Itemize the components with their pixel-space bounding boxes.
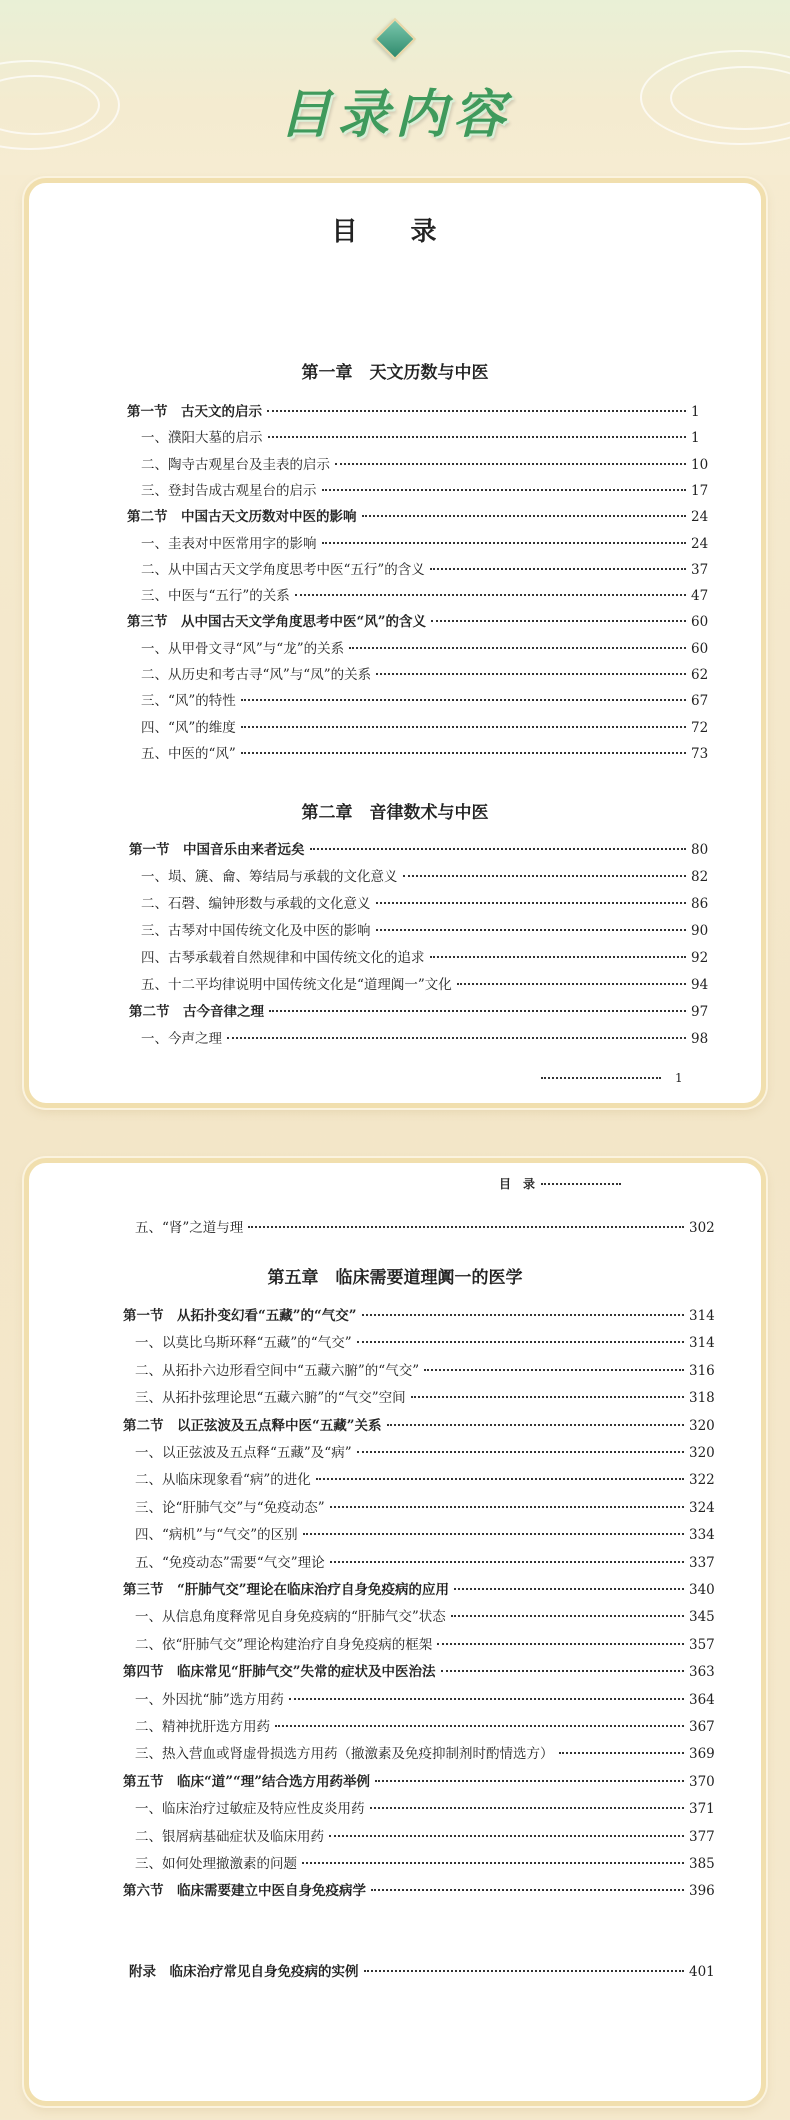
toc-entry-label: 第二节 古今音律之理 [129, 1004, 264, 1020]
toc-section-entry[interactable] [123, 1581, 717, 1601]
toc-entry-label: 三、中医与“五行”的关系 [141, 588, 290, 605]
toc-page-number: 24 [691, 535, 709, 552]
leader-dots [457, 983, 686, 985]
toc-entry-label: 四、“病机”与“气交”的区别 [135, 1527, 298, 1544]
leader-dots [248, 1226, 684, 1228]
toc-entry-label: 三、从拓扑弦理论思“五藏六腑”的“气交”空间 [135, 1390, 406, 1407]
toc-section-entry[interactable] [123, 1663, 717, 1683]
leader-dots [375, 1780, 684, 1782]
toc-item-entry[interactable] [141, 895, 719, 915]
toc-entry-label: 三、登封告成古观星台的启示 [141, 482, 317, 499]
toc-entry-label: 一、临床治疗过敏症及特应性皮炎用药 [135, 1801, 365, 1818]
toc-entry-label: 第六节 临床需要建立中医自身免疫病学 [123, 1883, 366, 1900]
toc-item-entry[interactable] [135, 1554, 717, 1574]
toc-entry-label: 第一节 古天文的启示 [127, 404, 262, 420]
toc-page-number: 10 [691, 456, 709, 473]
toc-entry-label: 一、濮阳大墓的启示 [141, 430, 263, 447]
leader-dots [335, 463, 686, 465]
toc-item-entry[interactable] [135, 1362, 717, 1382]
toc-entry-label: 三、如何处理撤激素的问题 [135, 1856, 297, 1872]
toc-item-entry[interactable] [141, 868, 719, 888]
toc-page-number: 337 [689, 1554, 715, 1571]
page-footer [541, 1071, 683, 1085]
leader-dots [430, 956, 687, 958]
toc-entry-label: 三、论“肝肺气交”与“免疫动态” [135, 1499, 325, 1516]
toc-item-entry[interactable] [141, 456, 719, 476]
toc-page-number: 334 [689, 1527, 715, 1544]
toc-item-entry[interactable] [141, 561, 719, 581]
toc-entry-label: 第二节 中国古天文历数对中医的影响 [127, 509, 357, 526]
leader-dots [431, 620, 686, 622]
toc-page-number: 324 [689, 1499, 715, 1516]
toc-item-entry[interactable] [135, 1219, 717, 1239]
leader-dots [376, 673, 686, 675]
toc-section-entry[interactable] [127, 508, 719, 528]
leader-dots [330, 1561, 684, 1563]
toc-page-number: 371 [689, 1801, 715, 1818]
leader-dots [387, 1424, 684, 1426]
chapter-title: 第一章 天文历数与中医 [301, 363, 489, 383]
toc-page-number: 340 [689, 1582, 715, 1598]
toc-item-entry[interactable] [135, 1800, 717, 1820]
toc-page-number: 318 [689, 1390, 715, 1407]
leader-dots [559, 1752, 685, 1754]
toc-page-number: 320 [689, 1445, 715, 1461]
toc-page-number: 345 [689, 1609, 715, 1626]
toc-page-number: 67 [691, 693, 709, 710]
leader-dots [376, 902, 687, 904]
toc-item-entry[interactable] [135, 1745, 717, 1765]
running-head [499, 1175, 621, 1192]
toc-entry-label: 第三节 从中国古天文学角度思考中医“风”的含义 [127, 614, 427, 631]
leader-dots [241, 699, 686, 701]
toc-page-number: 98 [691, 1031, 709, 1047]
leader-dots [454, 1588, 684, 1590]
toc-page-number: 60 [691, 614, 709, 631]
leader-dots [302, 1862, 684, 1864]
toc-section-entry[interactable] [123, 1773, 717, 1793]
toc-page-number: 47 [691, 588, 709, 605]
toc-page-number: 322 [689, 1472, 715, 1489]
toc-entry-label: 三、古琴对中国传统文化及中医的影响 [141, 923, 371, 939]
toc-entry-label: 二、陶寺古观星台及圭表的启示 [141, 456, 330, 473]
toc-entry-label: 一、外因扰“肺”选方用药 [135, 1691, 284, 1708]
toc-page-1 [24, 178, 766, 1108]
toc-item-entry[interactable] [141, 745, 719, 765]
running-head-dots [541, 1183, 621, 1185]
toc-entry-label: 一、以莫比乌斯环释“五藏”的“气交” [135, 1335, 352, 1352]
leader-dots [322, 489, 687, 491]
toc-entry-label: 五、“免疫动态”需要“气交”理论 [135, 1554, 325, 1571]
leader-dots [322, 542, 687, 544]
toc-section-entry[interactable] [127, 403, 719, 423]
leader-dots [349, 647, 686, 649]
toc-page-2 [24, 1158, 766, 2106]
leader-dots [357, 1451, 684, 1453]
toc-page-number: 363 [689, 1664, 715, 1681]
toc-item-entry[interactable] [141, 1030, 719, 1050]
toc-entry-label: 四、“风”的维度 [141, 719, 236, 736]
toc-heading: 目 录 [331, 217, 459, 247]
leader-dots [376, 929, 687, 931]
toc-entry-label: 第五节 临床“道”“理”结合选方用药举例 [123, 1773, 371, 1790]
toc-page-number: 369 [689, 1746, 715, 1763]
toc-page-number: 1 [691, 430, 700, 447]
toc-page-number: 17 [691, 482, 709, 499]
toc-page-number: 60 [691, 640, 709, 657]
toc-item-entry[interactable] [135, 1334, 717, 1354]
running-head-label: 目 录 [499, 1177, 536, 1191]
toc-page-number: 364 [689, 1691, 715, 1708]
toc-entry-label: 一、以正弦波及五点释“五藏”及“病” [135, 1445, 352, 1461]
toc-page-number: 1 [691, 404, 700, 420]
toc-entry-label: 二、从历史和考古寻“风”与“凤”的关系 [141, 667, 372, 683]
toc-entry-label: 五、“肾”之道与理 [135, 1220, 244, 1236]
leader-dots [362, 1314, 684, 1316]
leader-dots [241, 726, 686, 728]
toc-entry-label: 二、依“肝肺气交”理论构建治疗自身免疫病的框架 [135, 1636, 433, 1653]
toc-section-entry[interactable] [129, 1963, 717, 1983]
toc-page-number: 90 [691, 923, 709, 939]
toc-item-entry[interactable] [141, 429, 719, 449]
chapter-title: 第五章 临床需要道理阗一的医学 [267, 1268, 523, 1288]
toc-page-number: 314 [689, 1335, 715, 1352]
toc-entry-label: 二、银屑病基础症状及临床用药 [135, 1828, 324, 1845]
leader-dots [403, 875, 687, 877]
toc-item-entry[interactable] [135, 1389, 717, 1409]
leader-dots [227, 1037, 686, 1039]
toc-page-number: 86 [691, 896, 709, 912]
leader-dots [269, 1010, 686, 1012]
toc-page-number: 97 [691, 1004, 709, 1020]
toc-entry-label: 第四节 临床常见“肝肺气交”失常的症状及中医治法 [123, 1664, 436, 1681]
toc-item-entry[interactable] [141, 922, 719, 942]
toc-item-entry[interactable] [141, 692, 719, 712]
toc-item-entry[interactable] [141, 535, 719, 555]
footer-page-number: 1 [675, 1071, 683, 1085]
toc-entry-label: 一、圭表对中医常用字的影响 [141, 535, 317, 552]
toc-entry-label: 一、今声之理 [141, 1031, 222, 1047]
toc-page-number: 314 [689, 1308, 715, 1324]
leader-dots [357, 1341, 684, 1343]
toc-page-number: 24 [691, 509, 709, 526]
toc-entry-label: 二、精神扰肝选方用药 [135, 1719, 270, 1735]
toc-item-entry[interactable] [135, 1828, 717, 1848]
toc-page-number: 72 [691, 719, 709, 736]
toc-item-entry[interactable] [141, 666, 719, 686]
toc-item-entry[interactable] [141, 976, 719, 996]
toc-item-entry[interactable] [135, 1691, 717, 1711]
toc-entry-label: 四、古琴承载着自然规律和中国传统文化的追求 [141, 950, 425, 966]
toc-entry-label: 二、从中国古天文学角度思考中医“五行”的含义 [141, 561, 425, 578]
leader-dots [268, 436, 687, 438]
leader-dots [295, 594, 686, 596]
leader-dots [371, 1889, 684, 1891]
toc-entry-label: 五、中医的“风” [141, 745, 236, 762]
toc-page-number: 370 [689, 1773, 715, 1790]
banner-title: 目录内容 [278, 85, 511, 145]
toc-section-entry[interactable] [123, 1417, 717, 1437]
toc-item-entry[interactable] [135, 1499, 717, 1519]
toc-entry-label: 第三节 “肝肺气交”理论在临床治疗自身免疫病的应用 [123, 1582, 450, 1598]
toc-item-entry[interactable] [135, 1444, 717, 1464]
toc-page-number: 357 [689, 1636, 715, 1653]
toc-page-number: 320 [689, 1417, 715, 1434]
toc-page-number: 80 [691, 842, 709, 858]
toc-page-number: 37 [691, 561, 709, 578]
toc-item-entry[interactable] [141, 949, 719, 969]
leader-dots [267, 410, 686, 412]
toc-entry-label: 一、埙、篪、龠、筹结局与承载的文化意义 [141, 869, 398, 885]
toc-item-entry[interactable] [135, 1471, 717, 1491]
toc-item-entry[interactable] [141, 587, 719, 607]
leader-dots [310, 848, 687, 850]
toc-page-number: 92 [691, 950, 709, 966]
leader-dots [303, 1533, 684, 1535]
toc-item-entry[interactable] [135, 1526, 717, 1546]
toc-entry-label: 二、从拓扑六边形看空间中“五藏六腑”的“气交” [135, 1362, 420, 1379]
toc-entry-label: 三、“风”的特性 [141, 693, 236, 710]
toc-entry-label: 一、从甲骨文寻“风”与“龙”的关系 [141, 640, 345, 657]
toc-page-number: 367 [689, 1719, 715, 1735]
leader-dots [364, 1970, 685, 1972]
leader-dots [275, 1725, 684, 1727]
toc-item-entry[interactable] [141, 719, 719, 739]
toc-item-entry[interactable] [135, 1608, 717, 1628]
leader-dots [430, 568, 686, 570]
footer-leader-dots [541, 1077, 661, 1079]
toc-section-entry[interactable] [129, 1003, 719, 1023]
toc-page-number: 94 [691, 977, 709, 993]
leader-dots [362, 515, 687, 517]
toc-entry-label: 三、热入营血或肾虚骨损选方用药（撤激素及免疫抑制剂时酌情选方） [135, 1746, 554, 1763]
toc-entry-label: 第一节 中国音乐由来者远矣 [129, 842, 305, 858]
toc-entry-label: 第二节 以正弦波及五点释中医“五藏”关系 [123, 1417, 382, 1434]
toc-section-entry[interactable] [127, 613, 719, 633]
leader-dots [441, 1670, 684, 1672]
toc-page-number: 396 [689, 1883, 715, 1900]
leader-dots [437, 1643, 684, 1645]
toc-entry-label: 二、石磬、编钟形数与承载的文化意义 [141, 896, 371, 912]
leader-dots [451, 1615, 684, 1617]
leader-dots [316, 1478, 684, 1480]
toc-item-entry[interactable] [135, 1636, 717, 1656]
chapter-title: 第二章 音律数术与中医 [301, 803, 489, 823]
toc-item-entry[interactable] [141, 482, 719, 502]
toc-page-number: 302 [689, 1220, 715, 1236]
toc-page-number: 62 [691, 667, 709, 683]
toc-item-entry[interactable] [135, 1718, 717, 1738]
toc-page-number: 82 [691, 869, 709, 885]
leader-dots [370, 1807, 685, 1809]
leader-dots [329, 1835, 684, 1837]
toc-entry-label: 第一节 从拓扑变幻看“五藏”的“气交” [123, 1308, 357, 1324]
leader-dots [330, 1506, 684, 1508]
leader-dots [424, 1369, 684, 1371]
toc-entry-label: 附录 临床治疗常见自身免疫病的实例 [129, 1964, 359, 1980]
toc-page-number: 73 [691, 745, 709, 762]
toc-section-entry[interactable] [123, 1882, 717, 1902]
toc-entry-label: 五、十二平均律说明中国传统文化是“道理阗一”文化 [141, 977, 452, 993]
leader-dots [289, 1698, 684, 1700]
toc-item-entry[interactable] [135, 1855, 717, 1875]
toc-entry-label: 二、从临床现象看“病”的进化 [135, 1472, 311, 1489]
leader-dots [411, 1396, 684, 1398]
toc-page-number: 385 [689, 1856, 715, 1872]
toc-entry-label: 一、从信息角度释常见自身免疫病的“肝肺气交”状态 [135, 1609, 446, 1626]
toc-section-entry[interactable] [129, 841, 719, 861]
toc-page-number: 377 [689, 1828, 715, 1845]
leader-dots [241, 752, 686, 754]
toc-item-entry[interactable] [141, 640, 719, 660]
toc-page-number: 316 [689, 1362, 715, 1379]
toc-page-number: 401 [689, 1964, 715, 1980]
toc-section-entry[interactable] [123, 1307, 717, 1327]
